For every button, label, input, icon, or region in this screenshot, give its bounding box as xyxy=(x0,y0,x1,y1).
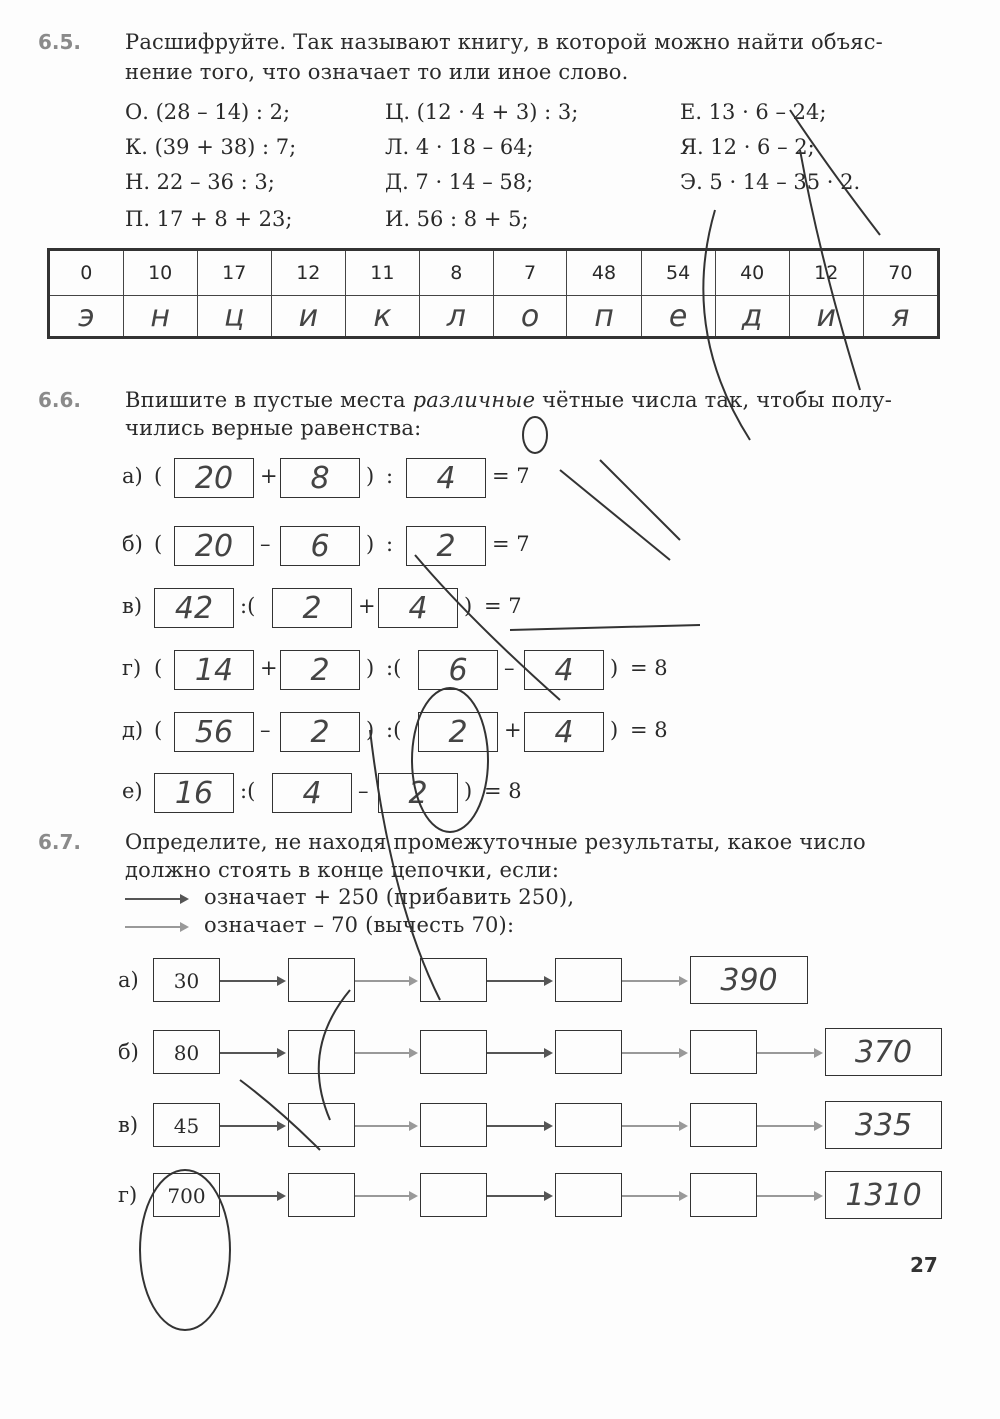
exercise-text: чились верные равенства: xyxy=(125,416,422,440)
equation-symbol: ( xyxy=(154,532,163,556)
answer-box[interactable]: 16 xyxy=(154,773,234,813)
equation-symbol: + xyxy=(358,594,376,618)
equation-symbol: ) xyxy=(610,656,619,680)
table-number-cell: 70 xyxy=(863,250,938,296)
equation-label: д) xyxy=(122,718,144,742)
equation-symbol: ) xyxy=(366,532,375,556)
equation-symbol: ) xyxy=(366,656,375,680)
chain-arrow-icon xyxy=(487,1125,551,1127)
answer-box[interactable]: 4 xyxy=(524,712,604,752)
equation-symbol: : xyxy=(386,464,394,488)
table-answer-cell[interactable]: э xyxy=(49,296,124,338)
equation-label: а) xyxy=(122,464,143,488)
formula: О. (28 – 14) : 2; xyxy=(125,100,291,124)
table-number-cell: 48 xyxy=(567,250,641,296)
formula: Е. 13 · 6 – 24; xyxy=(680,100,827,124)
chain-arrow-icon xyxy=(355,980,416,982)
table-answer-cell[interactable]: д xyxy=(715,296,789,338)
equation-label: в) xyxy=(122,594,143,618)
equation-symbol: – xyxy=(260,532,271,556)
equation-symbol: – xyxy=(504,656,515,680)
exercise-text: Расшифруйте. Так называют книгу, в которой можно найти объяс- xyxy=(125,30,883,54)
equation-symbol: :( xyxy=(240,779,256,803)
answer-box[interactable]: 6 xyxy=(418,650,498,690)
exercise-text: должно стоять в конце цепочки, если: xyxy=(125,858,560,882)
equation-label: г) xyxy=(122,656,142,680)
chain-arrow-icon xyxy=(757,1125,821,1127)
equation-symbol: ) xyxy=(464,594,473,618)
legend-plus: означает + 250 (прибавить 250), xyxy=(204,885,575,909)
chain-empty-box[interactable] xyxy=(555,1030,622,1074)
equation-label: е) xyxy=(122,779,143,803)
equation-symbol: = 8 xyxy=(484,779,522,803)
chain-arrow-icon xyxy=(220,1195,284,1197)
chain-arrow-icon xyxy=(622,1052,686,1054)
formula: Ц. (12 · 4 + 3) : 3; xyxy=(385,100,579,124)
chain-arrow-icon xyxy=(487,1052,551,1054)
table-number-cell: 12 xyxy=(789,250,863,296)
formula: Э. 5 · 14 – 35 · 2. xyxy=(680,170,861,194)
answer-box[interactable]: 2 xyxy=(418,712,498,752)
equation-symbol: = 7 xyxy=(492,464,530,488)
chain-label: а) xyxy=(118,968,139,992)
answer-box[interactable]: 2 xyxy=(272,588,352,628)
chain-empty-box[interactable] xyxy=(288,1030,355,1074)
table-answer-cell[interactable]: к xyxy=(345,296,419,338)
chain-start-box: 30 xyxy=(153,958,220,1002)
formula: Л. 4 · 18 – 64; xyxy=(385,135,534,159)
chain-empty-box[interactable] xyxy=(288,958,355,1002)
scribble xyxy=(600,460,680,540)
table-number-cell: 0 xyxy=(49,250,124,296)
chain-label: б) xyxy=(118,1040,139,1064)
chain-empty-box[interactable] xyxy=(420,1173,487,1217)
answer-box[interactable]: 6 xyxy=(280,526,360,566)
answer-box[interactable]: 20 xyxy=(174,458,254,498)
formula: Д. 7 · 14 – 58; xyxy=(385,170,534,194)
table-number-cell: 7 xyxy=(493,250,567,296)
equation-symbol: = 8 xyxy=(630,656,668,680)
chain-empty-box[interactable] xyxy=(288,1173,355,1217)
equation-symbol: ) xyxy=(366,718,375,742)
table-number-cell: 12 xyxy=(271,250,345,296)
chain-empty-box[interactable] xyxy=(690,1030,757,1074)
formula: К. (39 + 38) : 7; xyxy=(125,135,297,159)
answer-box[interactable]: 2 xyxy=(378,773,458,813)
chain-start-box: 80 xyxy=(153,1030,220,1074)
table-number-cell: 54 xyxy=(641,250,715,296)
equation-label: б) xyxy=(122,532,143,556)
chain-empty-box[interactable] xyxy=(555,1103,622,1147)
chain-arrow-icon xyxy=(622,1195,686,1197)
answer-box[interactable]: 4 xyxy=(378,588,458,628)
exercise-text xyxy=(125,388,892,412)
scribble xyxy=(523,417,547,453)
scribble xyxy=(510,625,700,630)
answer-box[interactable]: 42 xyxy=(154,588,234,628)
chain-label: г) xyxy=(118,1183,138,1207)
equation-symbol: + xyxy=(504,718,522,742)
chain-answer-box[interactable]: 370 xyxy=(825,1028,942,1076)
exercise-number: 6.7. xyxy=(38,830,82,854)
chain-label: в) xyxy=(118,1113,139,1137)
chain-start-box: 45 xyxy=(153,1103,220,1147)
table-answer-cell[interactable]: я xyxy=(863,296,938,338)
chain-arrow-icon xyxy=(622,1125,686,1127)
chain-arrow-icon xyxy=(355,1195,416,1197)
cipher-table xyxy=(47,248,940,339)
chain-empty-box[interactable] xyxy=(690,1103,757,1147)
exercise-number: 6.5. xyxy=(38,30,82,54)
chain-arrow-icon xyxy=(622,980,686,982)
chain-empty-box[interactable] xyxy=(555,958,622,1002)
text-emphasis: различные xyxy=(412,388,536,412)
formula: Я. 12 · 6 – 2; xyxy=(680,135,815,159)
answer-box[interactable]: 2 xyxy=(280,650,360,690)
table-answer-cell[interactable]: л xyxy=(419,296,493,338)
table-answer-cell[interactable]: о xyxy=(493,296,567,338)
chain-arrow-icon xyxy=(220,1125,284,1127)
exercise-text: Определите, не находя промежуточные результаты, какое число xyxy=(125,830,866,854)
table-number-cell: 40 xyxy=(715,250,789,296)
table-answer-cell[interactable]: ц xyxy=(197,296,271,338)
equation-symbol: + xyxy=(260,656,278,680)
answer-box[interactable]: 2 xyxy=(406,526,486,566)
chain-start-box: 700 xyxy=(153,1173,220,1217)
equation-symbol: :( xyxy=(240,594,256,618)
table-answer-cell[interactable]: и xyxy=(789,296,863,338)
answer-box[interactable]: 20 xyxy=(174,526,254,566)
chain-empty-box[interactable] xyxy=(555,1173,622,1217)
exercise-number: 6.6. xyxy=(38,388,82,412)
answer-box[interactable]: 2 xyxy=(280,712,360,752)
arrow-minus-icon xyxy=(125,926,187,928)
chain-arrow-icon xyxy=(355,1052,416,1054)
page-number: 27 xyxy=(910,1253,938,1277)
table-answer-cell[interactable]: и xyxy=(271,296,345,338)
chain-answer-box[interactable]: 390 xyxy=(690,956,808,1004)
equation-symbol: – xyxy=(260,718,271,742)
text: Впишите в пустые места xyxy=(125,388,413,412)
equation-symbol: = 8 xyxy=(630,718,668,742)
scribble xyxy=(560,470,670,560)
table-number-cell: 8 xyxy=(419,250,493,296)
table-answer-cell[interactable]: е xyxy=(641,296,715,338)
chain-arrow-icon xyxy=(220,980,284,982)
table-number-cell: 10 xyxy=(123,250,197,296)
equation-symbol: ) xyxy=(464,779,473,803)
formula: П. 17 + 8 + 23; xyxy=(125,207,293,231)
equation-symbol: ( xyxy=(154,464,163,488)
equation-symbol: ( xyxy=(154,656,163,680)
formula: И. 56 : 8 + 5; xyxy=(385,207,529,231)
equation-symbol: :( xyxy=(386,656,402,680)
answer-box[interactable]: 56 xyxy=(174,712,254,752)
equation-symbol: : xyxy=(386,532,394,556)
chain-answer-box[interactable]: 335 xyxy=(825,1101,942,1149)
equation-symbol: – xyxy=(358,779,369,803)
equation-symbol: ) xyxy=(610,718,619,742)
chain-empty-box[interactable] xyxy=(288,1103,355,1147)
chain-answer-box[interactable]: 1310 xyxy=(825,1171,942,1219)
chain-arrow-icon xyxy=(487,980,551,982)
table-number-cell: 17 xyxy=(197,250,271,296)
text: чётные числа так, чтобы полу- xyxy=(535,388,893,412)
chain-arrow-icon xyxy=(355,1125,416,1127)
equation-symbol: ( xyxy=(154,718,163,742)
arrow-plus-icon xyxy=(125,898,187,900)
answer-box[interactable]: 8 xyxy=(280,458,360,498)
formula: Н. 22 – 36 : 3; xyxy=(125,170,275,194)
answer-box[interactable]: 4 xyxy=(272,773,352,813)
legend-minus: означает – 70 (вычесть 70): xyxy=(204,913,515,937)
exercise-text: нение того, что означает то или иное слово. xyxy=(125,60,629,84)
equation-symbol: + xyxy=(260,464,278,488)
chain-empty-box[interactable] xyxy=(420,958,487,1002)
chain-empty-box[interactable] xyxy=(420,1103,487,1147)
chain-arrow-icon xyxy=(220,1052,284,1054)
equation-symbol: = 7 xyxy=(484,594,522,618)
chain-arrow-icon xyxy=(487,1195,551,1197)
table-number-cell: 11 xyxy=(345,250,419,296)
equation-symbol: :( xyxy=(386,718,402,742)
chain-arrow-icon xyxy=(757,1052,821,1054)
answer-box[interactable]: 4 xyxy=(406,458,486,498)
equation-symbol: ) xyxy=(366,464,375,488)
answer-box[interactable]: 4 xyxy=(524,650,604,690)
table-answer-cell[interactable]: п xyxy=(567,296,641,338)
table-answer-cell[interactable]: н xyxy=(123,296,197,338)
chain-empty-box[interactable] xyxy=(690,1173,757,1217)
answer-box[interactable]: 14 xyxy=(174,650,254,690)
equation-symbol: = 7 xyxy=(492,532,530,556)
chain-arrow-icon xyxy=(757,1195,821,1197)
chain-empty-box[interactable] xyxy=(420,1030,487,1074)
